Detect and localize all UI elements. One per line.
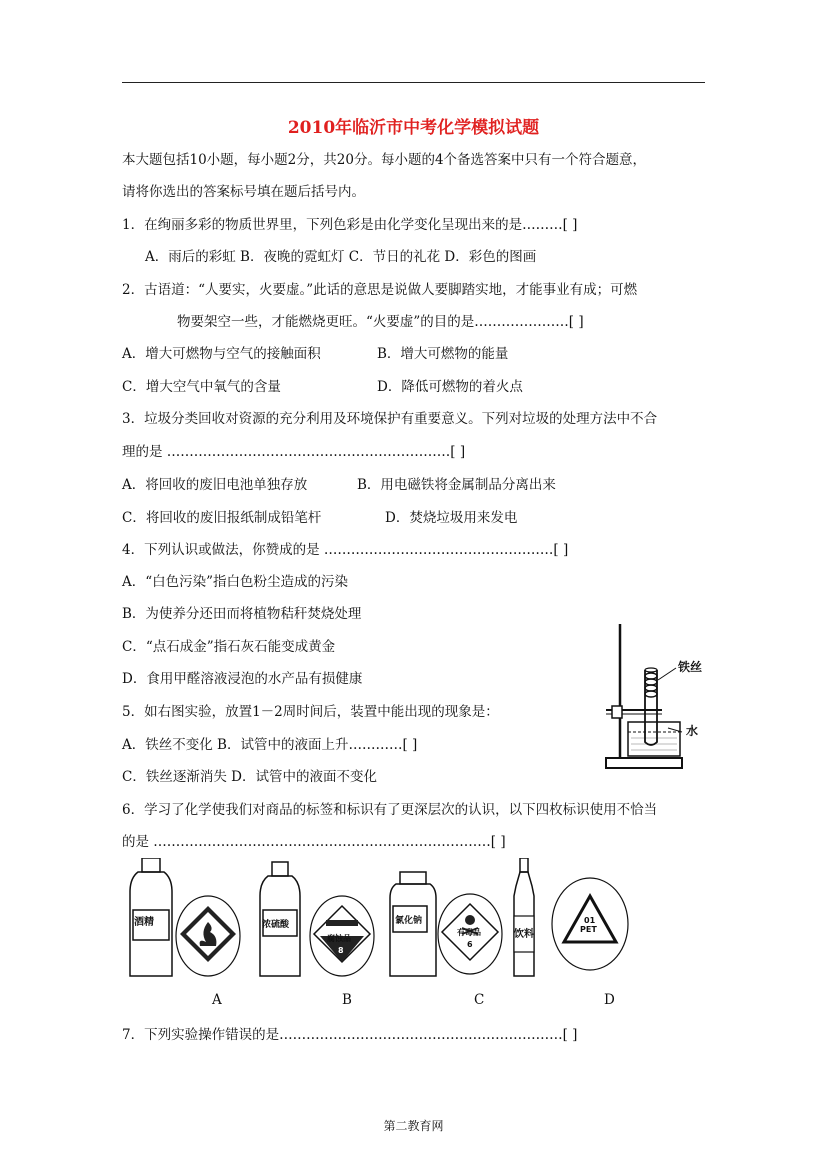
- q5-stem: 5．如右图实验，放置1－2周时间后，装置中能出现的现象是：: [122, 704, 499, 720]
- q4-option-b: B．为使养分还田而将植物秸秆焚烧处理: [122, 606, 362, 622]
- figure-letter-c: C: [474, 992, 485, 1008]
- label-figures: [120, 858, 640, 980]
- q5-options-cd: C．铁丝逐渐消失 D．试管中的液面不变化: [122, 769, 377, 785]
- q6-stem-1: 6．学习了化学使我们对商品的标签和标识有了更深层次的认识，以下四枚标识使用不恰当: [122, 802, 658, 818]
- q3-option-a: A．将回收的废旧电池单独存放: [122, 477, 308, 493]
- q4-stem: 4．下列认识或做法，你赞成的是 ……………………………………………[ ]: [122, 542, 569, 558]
- q1-options: A．雨后的彩虹 B．夜晚的霓虹灯 C．节日的礼花 D．彩色的图画: [145, 249, 537, 265]
- q6-stem-2: 的是 …………………………………………………………………[ ]: [122, 834, 506, 850]
- recycle-code: 01: [584, 916, 596, 925]
- header-rule: [122, 82, 705, 83]
- q4-option-c: C．“点石成金”指石灰石能变成黄金: [122, 639, 336, 655]
- q7-stem: 7．下列实验操作错误的是………………………………………………………[ ]: [122, 1027, 578, 1043]
- q3-option-d: D．焚烧垃圾用来发电: [385, 510, 518, 526]
- page-footer: 第二教育网: [383, 1119, 444, 1133]
- iron-wire-coil: [645, 673, 657, 697]
- instructions-line-1: 本大题包括10小题，每小题2分，共20分。每小题的4个备选答案中只有一个符合题意，: [122, 152, 647, 168]
- page-title: 2010年临沂市中考化学模拟试题: [287, 118, 540, 138]
- corrosive-sign-text: 腐蚀品: [327, 934, 351, 943]
- q2-option-c: C．增大空气中氧气的含量: [122, 379, 281, 395]
- q2-stem-2: 物要架空一些，才能燃烧更旺。“火要虚”的目的是…………………[ ]: [177, 314, 584, 330]
- toxic-sign-number: 6: [467, 940, 473, 949]
- q2-option-a: A．增大可燃物与空气的接触面积: [122, 346, 321, 362]
- recycle-pet: PET: [580, 925, 597, 934]
- test-tube: [645, 670, 657, 745]
- bottle-d-label: 饮料: [514, 929, 534, 940]
- q5-options-ab: A．铁丝不变化 B．试管中的液面上升…………[ ]: [122, 737, 418, 753]
- q3-option-c: C．将回收的废旧报纸制成铅笔杆: [122, 510, 322, 526]
- q2-option-d: D．降低可燃物的着火点: [377, 379, 523, 395]
- corrosive-sign-number: 8: [338, 946, 344, 955]
- q2-option-b: B．增大可燃物的能量: [377, 346, 509, 362]
- bottle-c-label: 氯化钠: [395, 916, 423, 926]
- figure-letter-a: A: [212, 992, 222, 1008]
- toxic-sign-text: 有毒品: [457, 928, 481, 937]
- iron-wire-apparatus-figure: [598, 620, 716, 772]
- beaker: [628, 722, 680, 756]
- clamp-knob: [612, 706, 622, 718]
- q4-option-d: D．食用甲醛溶液浸泡的水产品有损健康: [122, 671, 363, 687]
- q1-stem: 1．在绚丽多彩的物质世界里，下列色彩是由化学变化呈现出来的是………[ ]: [122, 217, 578, 233]
- bottle-a-label: 酒精: [134, 917, 154, 928]
- bottle-b-label: 浓硫酸: [262, 920, 290, 930]
- figure-letter-d: D: [604, 992, 615, 1008]
- figure-letter-b: B: [342, 992, 352, 1008]
- bottle-d-figure: [514, 858, 628, 976]
- figure-label-water: 水: [686, 724, 699, 738]
- figure-label-iron-wire: 铁丝: [678, 660, 703, 674]
- q2-stem-1: 2．古语道：“人要实，火要虚。”此话的意思是说做人要脚踏实地，才能事业有成；可燃: [122, 282, 638, 298]
- stand-base: [606, 758, 682, 768]
- q4-option-a: A．“白色污染”指白色粉尘造成的污染: [122, 574, 349, 590]
- instructions-line-2: 请将你选出的答案标号填在题后括号内。: [122, 184, 365, 200]
- q3-stem-2: 理的是 ………………………………………………………[ ]: [122, 444, 466, 460]
- q3-stem-1: 3．垃圾分类回收对资源的充分利用及环境保护有重要意义。下列对垃圾的处理方法中不合: [122, 411, 658, 427]
- q3-option-b: B．用电磁铁将金属制品分离出来: [357, 477, 556, 493]
